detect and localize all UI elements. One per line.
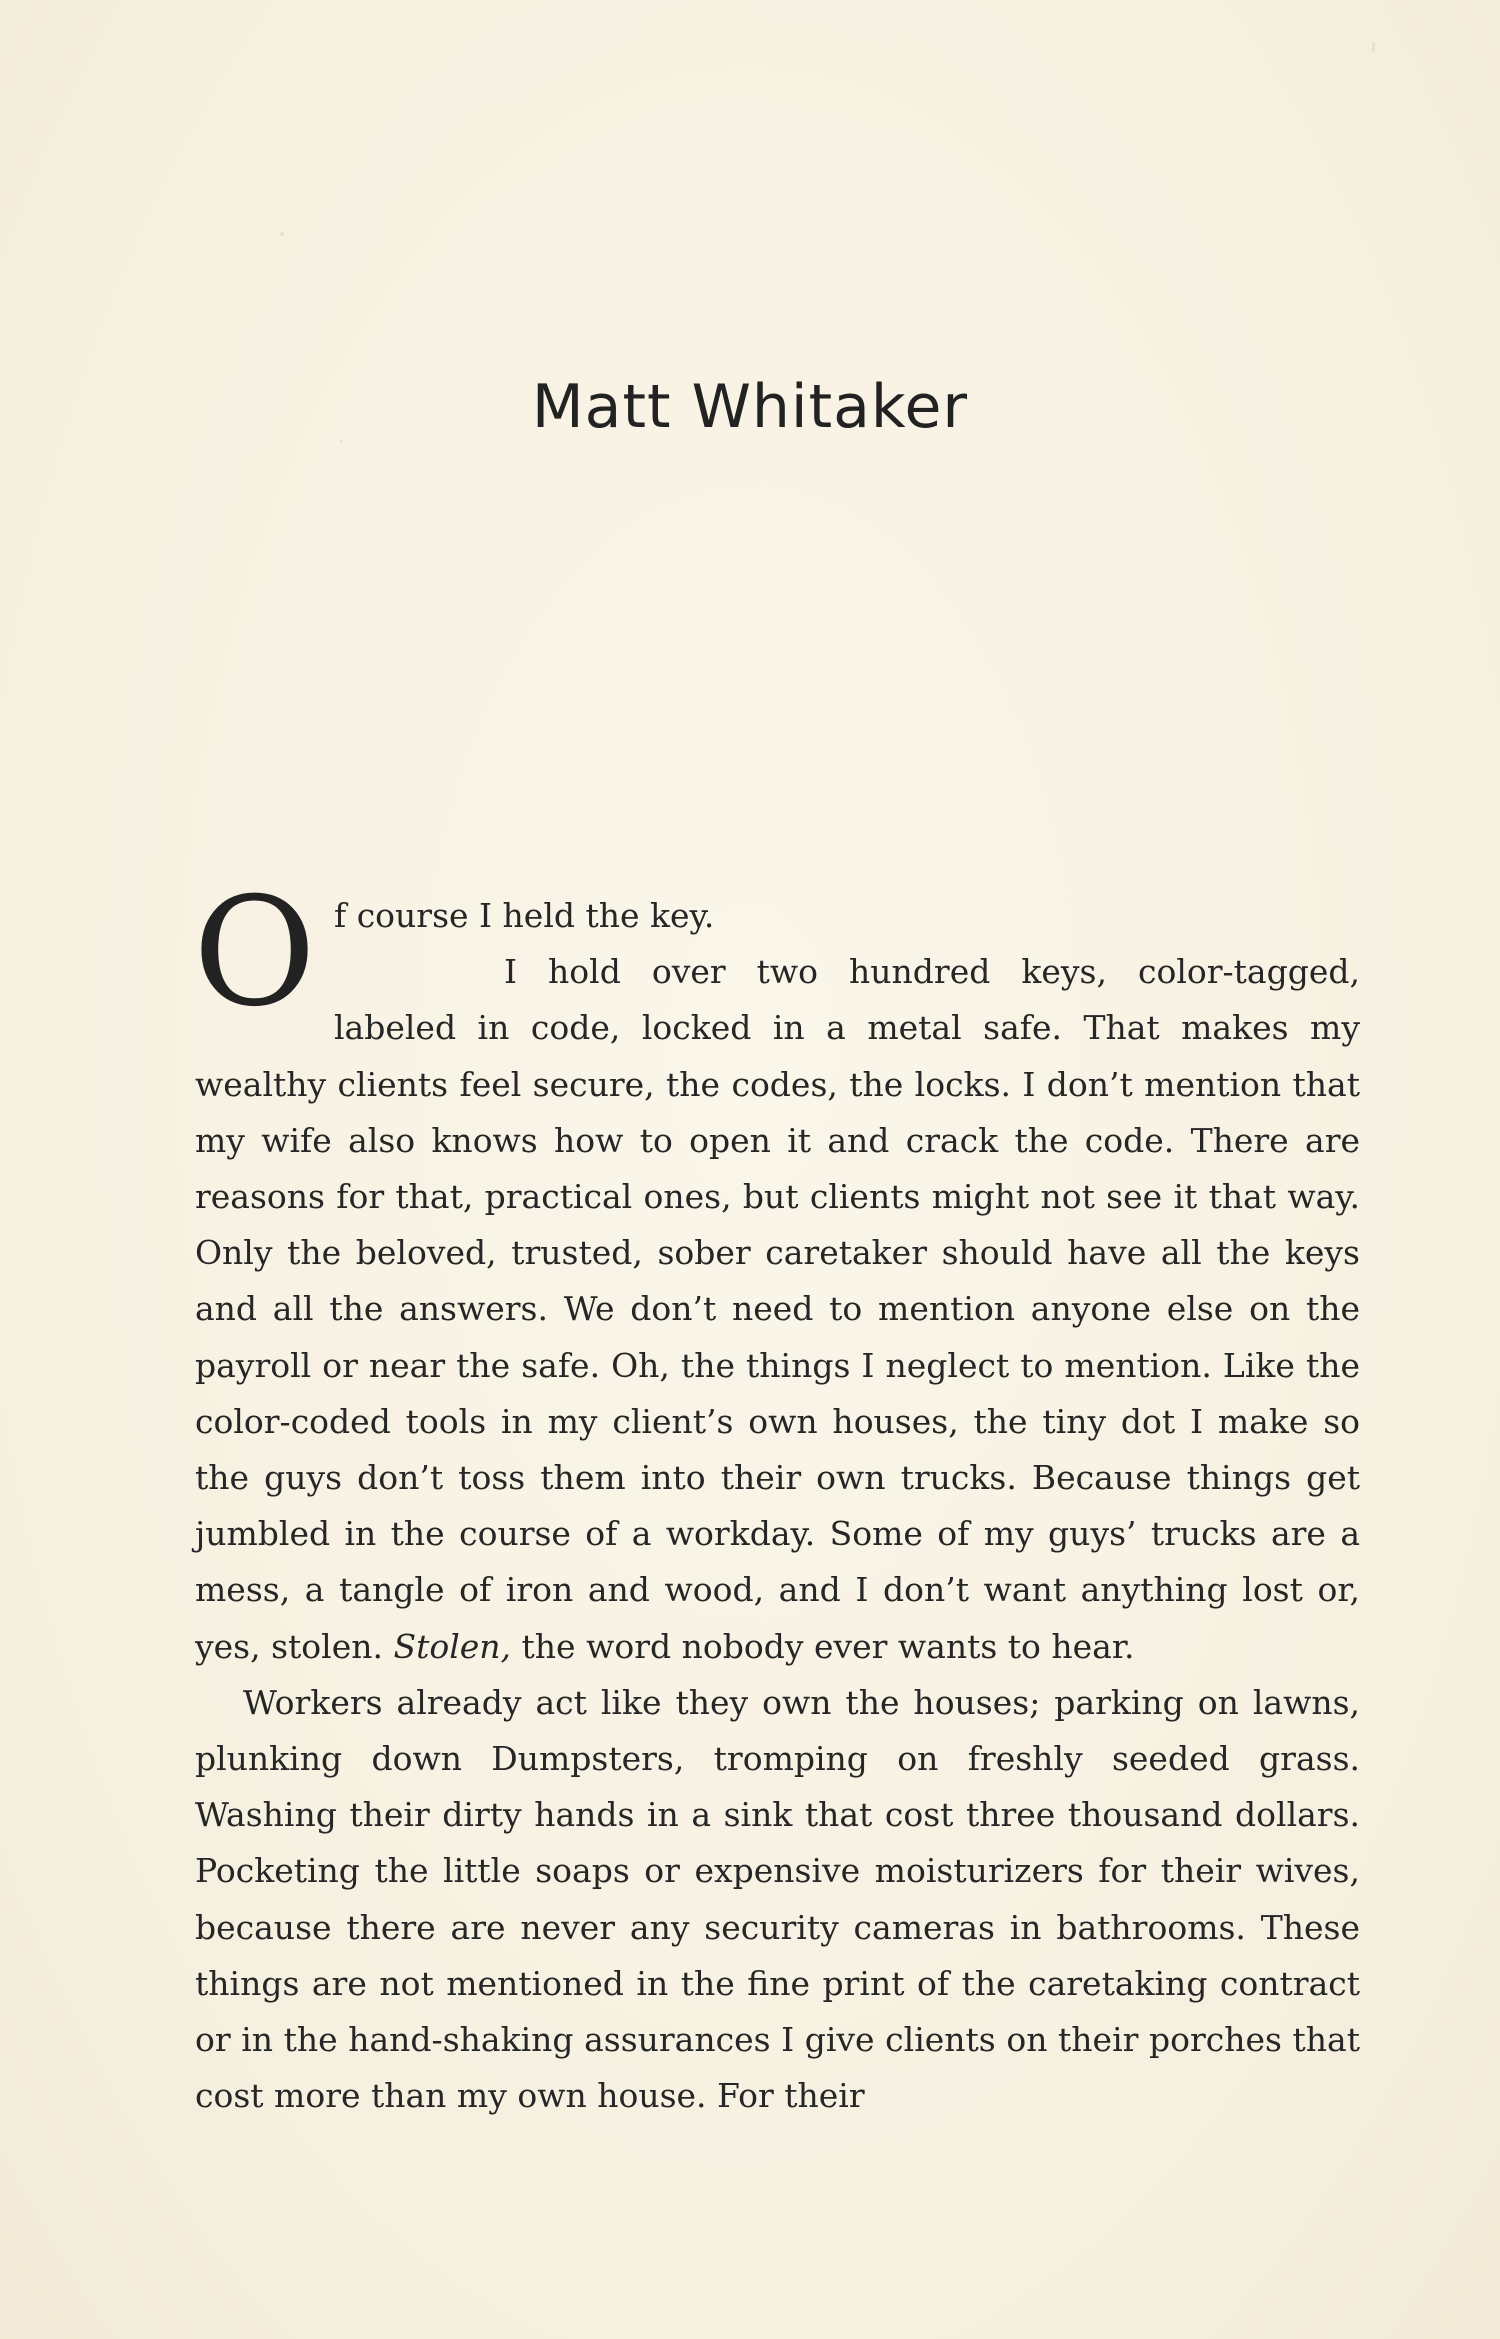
opening-line-text: f course I held the key.	[333, 896, 715, 935]
paragraph	[195, 1675, 1360, 2125]
page-speck	[280, 232, 284, 236]
body-text	[193, 866, 1360, 2124]
paragraph-text: Workers already act like they own the houses; parking on lawns, plunking down Dumpsters, tromping on freshly seeded grass. Washing their dirty hands in a sink that cost three thousand dollars. Pocketing the little soaps or expensive moisturizers for their wives, because there are never any security cameras in bathrooms. These things are not mentioned in the fine print of the caretaking contract or in the hand-shaking assurances I give clients on their porches that cost more than my own house. For their	[195, 1682, 1360, 2116]
chapter-title: Matt Whitaker	[531, 372, 969, 442]
opening-line	[195, 888, 1360, 944]
paragraph-text: I hold over two hundred keys, color-tagged, labeled in code, locked in a metal safe. That makes my wealthy clients feel secure, the codes, the locks. I don’t mention that my wife also knows how to open it and crack the code. There are reasons for that, practical ones, but clients might not see it that way. Only the beloved, trusted, sober caretaker should have all the keys and all the answers. We don’t need to mention anyone else on the payroll or near the safe. Oh, the things I neglect to mention. Like the color-coded tools in my client’s own houses, the tiny dot I make so the guys don’t toss them into their own trucks. Because things get jumbled in the course of a workday. Some of my guys’ trucks are a mess, a tangle of iron and wood, and I don’t want anything lost or, yes, stolen.	[195, 952, 1360, 1666]
paragraph-text-end: the word nobody ever wants to hear.	[521, 1626, 1135, 1666]
drop-cap: O	[193, 866, 316, 1040]
italic-word: Stolen,	[393, 1626, 512, 1666]
paragraph	[195, 944, 1360, 1675]
page-speck	[1372, 42, 1375, 52]
